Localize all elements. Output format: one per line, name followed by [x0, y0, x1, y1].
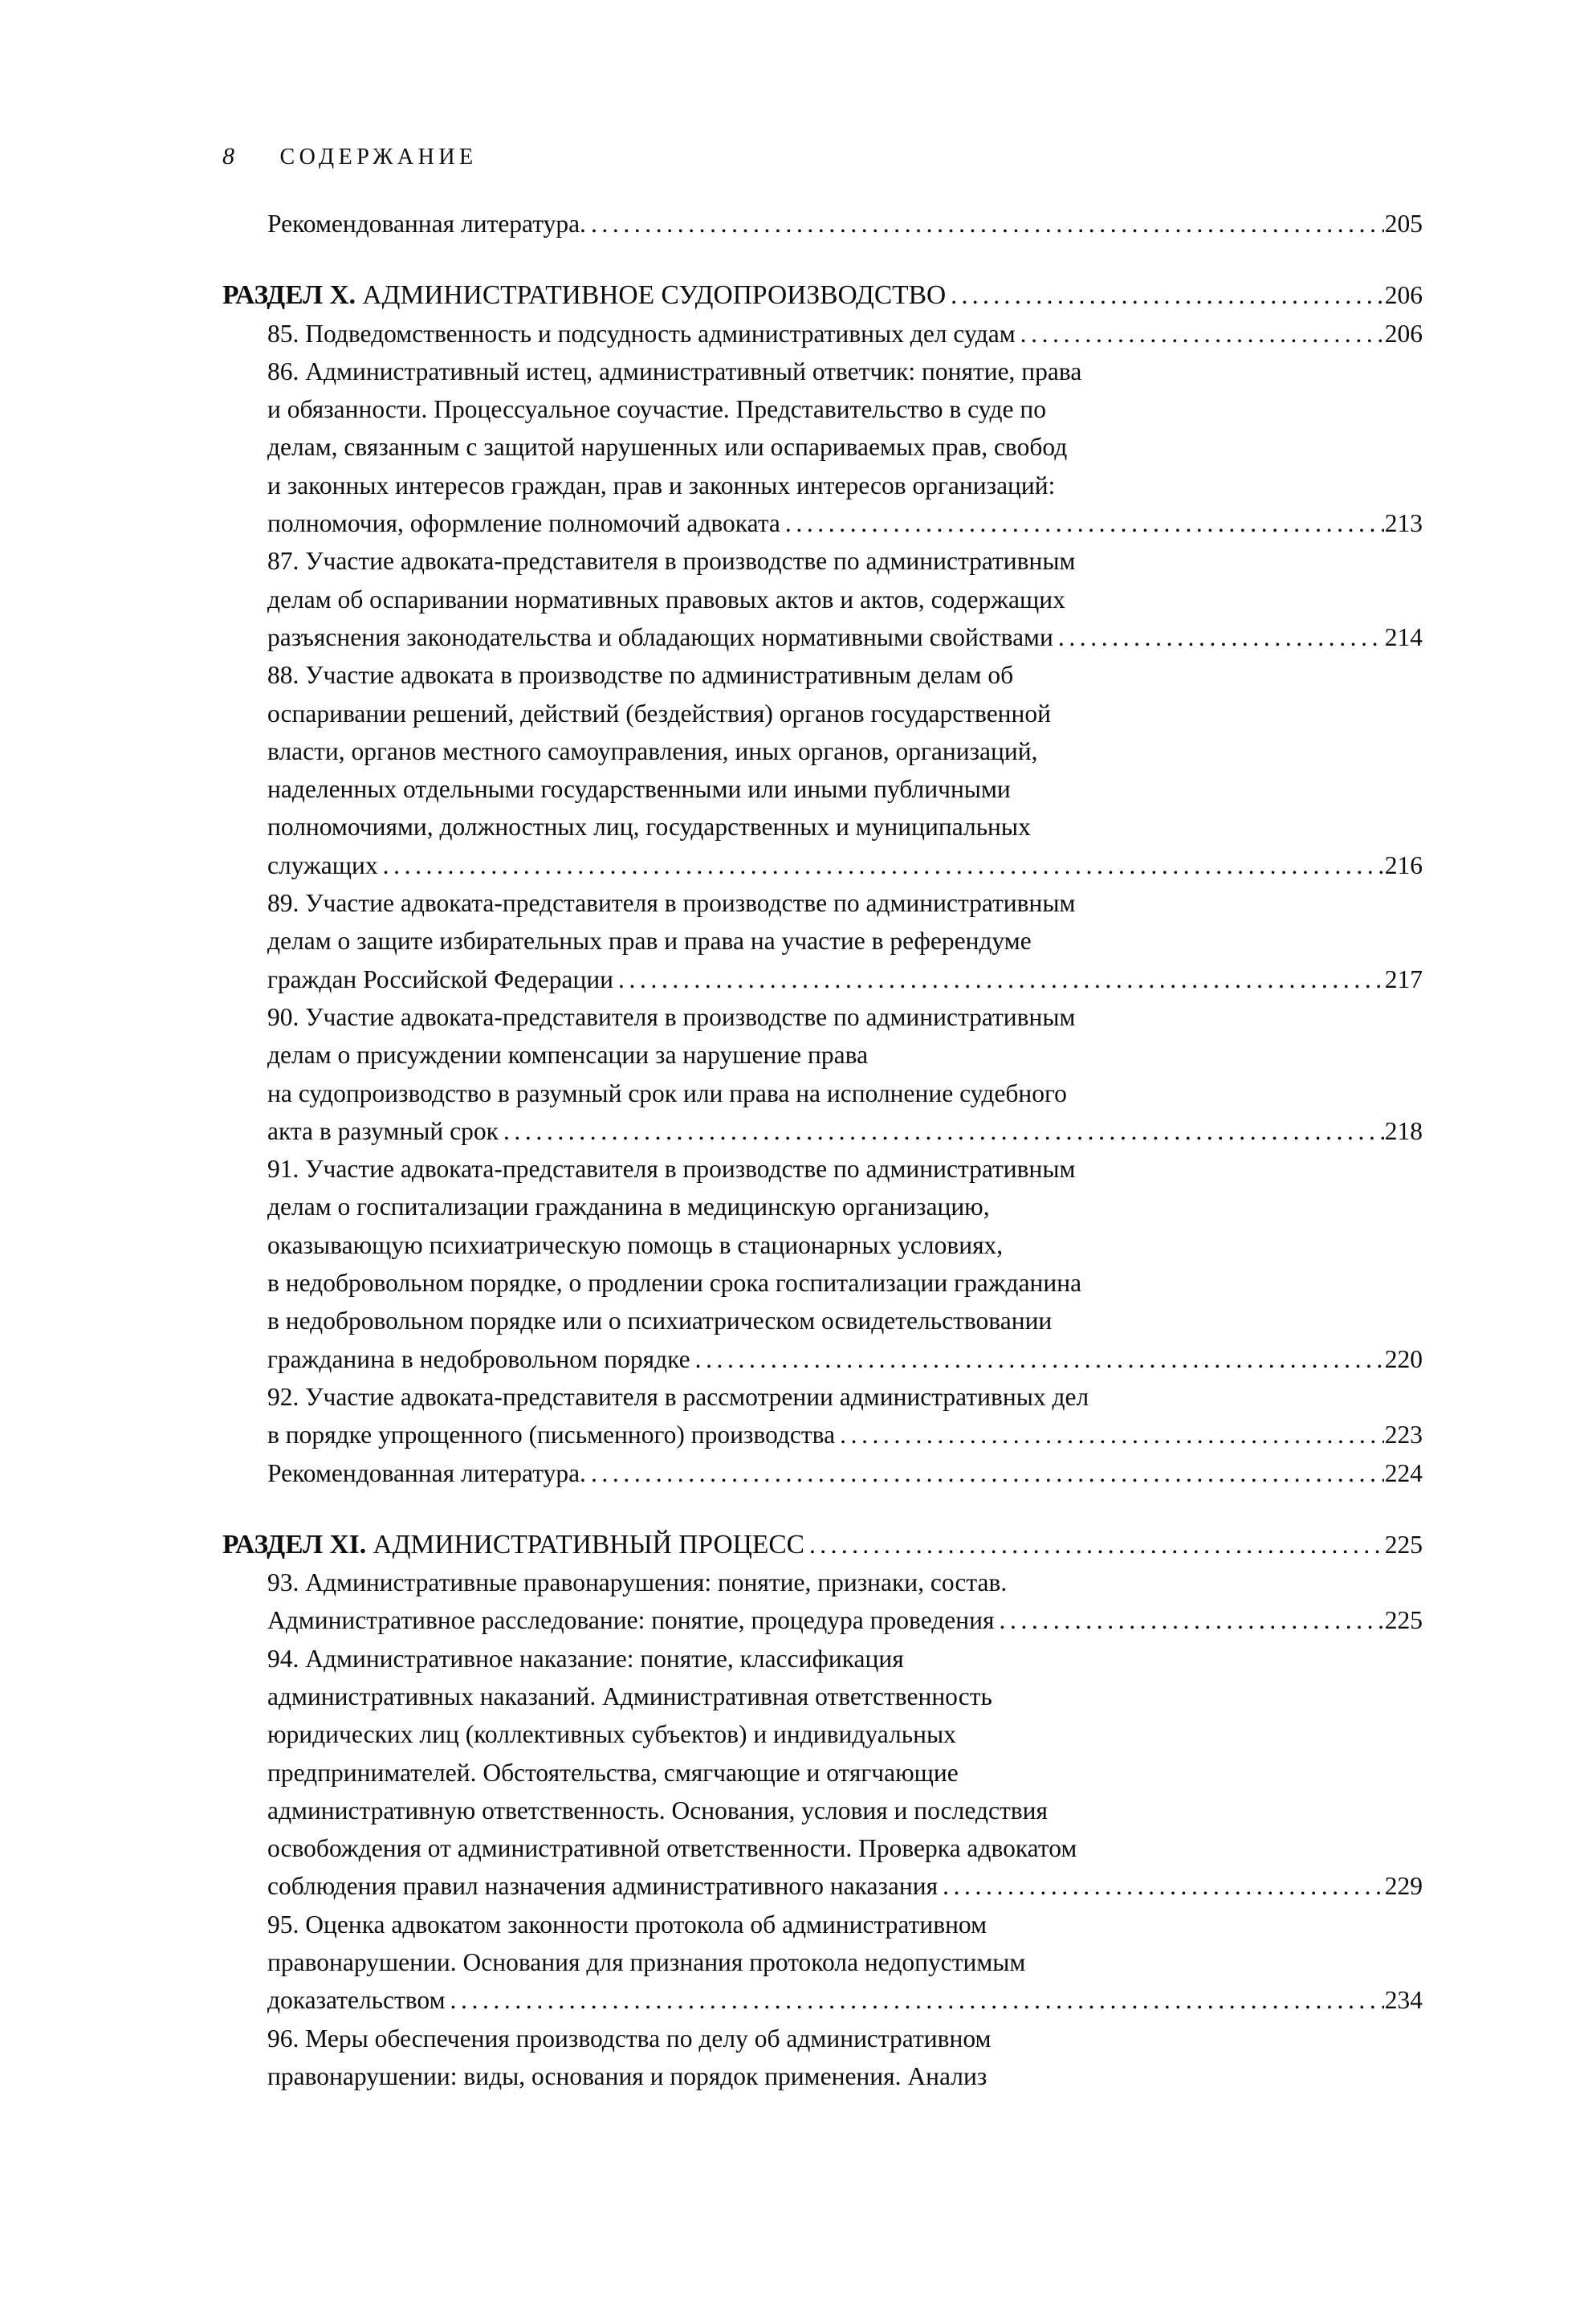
toc-entry-line-text: и обязанности. Процессуальное соучастие. Представительство в суде по	[267, 395, 1046, 424]
page-folio: 8	[222, 143, 235, 169]
toc-entry-title: акта в разумный срок	[267, 1116, 499, 1145]
dot-leader	[618, 960, 1384, 998]
toc-entry-line-text: оказывающую психиатрическую помощь в стационарных условиях,	[267, 1230, 1004, 1259]
toc-entry-line-text: на судопроизводство в разумный срок или права на исполнение судебного	[267, 1078, 1067, 1107]
dot-leader	[1058, 618, 1384, 656]
toc-entry-line-text: освобождения от административной ответственности. Проверка адвокатом	[267, 1834, 1077, 1863]
section-title: АДМИНИСТРАТИВНОЕ СУДОПРОИЗВОДСТВО	[356, 280, 947, 311]
toc-entry-line-text: в недобровольном порядке, о продлении срока госпитализации гражданина	[267, 1269, 1082, 1298]
section-label: РАЗДЕЛ XI.	[222, 1529, 367, 1560]
section-label: РАЗДЕЛ X.	[222, 280, 356, 311]
toc-entry-line-text: юридических лиц (коллективных субъектов) и индивидуальных	[267, 1720, 956, 1749]
toc-entry-line-text: в недобровольном порядке или о психиатрическом освидетельствовании	[267, 1307, 1053, 1335]
toc-page-number: 216	[1384, 850, 1423, 879]
dot-leader	[951, 276, 1384, 314]
toc-entry-line-text: 90. Участие адвоката-представителя в производстве по административным	[267, 1002, 1076, 1031]
toc-entry[interactable]	[267, 1906, 1423, 2020]
toc-entry-title: Рекомендованная литература.	[267, 210, 586, 238]
toc-entry[interactable]	[267, 998, 1423, 1150]
toc-page-number: 223	[1384, 1421, 1423, 1449]
toc-section-heading[interactable]	[222, 1526, 1423, 1564]
running-head-title: СОДЕРЖАНИЕ	[279, 145, 478, 169]
toc-entry-line-text: делам о госпитализации гражданина в медицинскую организацию,	[267, 1193, 990, 1221]
toc-entry-line-text: правонарушении: виды, основания и порядок применения. Анализ	[267, 2061, 987, 2090]
toc-entry-line-text: 91. Участие адвоката-представителя в производстве по административным	[267, 1155, 1076, 1184]
section-title: АДМИНИСТРАТИВНЫЙ ПРОЦЕСС	[366, 1529, 805, 1560]
toc-entry-title: доказательством	[267, 1986, 446, 2015]
toc-entry-line-text: 89. Участие адвоката-представителя в производстве по административным	[267, 889, 1076, 918]
toc-entry-title: разъяснения законодательства и обладающих нормативными свойствами	[267, 622, 1053, 651]
toc-page-number: 217	[1384, 964, 1423, 993]
toc-page-number: 220	[1384, 1344, 1423, 1373]
dot-leader	[383, 846, 1384, 884]
toc-entry-title: соблюдения правил назначения административного наказания	[267, 1872, 939, 1901]
dot-leader	[1000, 1601, 1384, 1639]
toc-page-number: 213	[1384, 509, 1423, 538]
toc-entry-line[interactable]	[267, 504, 1423, 542]
toc-entry[interactable]	[267, 353, 1423, 542]
toc-entry-line-text: делам о присуждении компенсации за нарушение права	[267, 1041, 869, 1070]
toc-page-number: 225	[1384, 1606, 1423, 1635]
running-head	[222, 143, 478, 170]
toc-entry-line-text: 96. Меры обеспечения производства по делу об административном	[267, 2024, 992, 2053]
toc-entry[interactable]	[267, 2020, 1423, 2096]
dot-leader	[591, 1454, 1384, 1492]
dot-leader	[840, 1416, 1384, 1454]
toc-entry[interactable]	[267, 884, 1423, 998]
toc-entry-title: Административное расследование: понятие, процедура проведения	[267, 1606, 995, 1635]
toc-entry-title: 85. Подведомственность и подсудность административных дел судам	[267, 319, 1016, 348]
toc-entry-line-text: и законных интересов граждан, прав и законных интересов организаций:	[267, 471, 1056, 499]
toc-entry-line-text: 86. Административный истец, административный ответчик: понятие, права	[267, 357, 1082, 385]
toc-entry-title: в порядке упрощенного (письменного) производства	[267, 1421, 836, 1449]
toc-entry-line-text: 93. Административные правонарушения: понятие, признаки, состав.	[267, 1568, 1008, 1597]
toc-entry-line-text: административных наказаний. Административная ответственность	[267, 1682, 992, 1710]
toc-entry[interactable]	[267, 1150, 1423, 1378]
toc-entry-line-text: делам о защите избирательных прав и права на участие в референдуме	[267, 927, 1032, 956]
toc-entry-line-text: 92. Участие адвоката-представителя в рассмотрении административных дел	[267, 1382, 1089, 1411]
toc-entry-title: гражданина в недобровольном порядке	[267, 1344, 690, 1373]
toc-entry-line-text: делам, связанным с защитой нарушенных или оспариваемых прав, свобод	[267, 433, 1068, 462]
toc-page-number: 225	[1384, 1530, 1423, 1559]
toc-entry-line[interactable]	[267, 315, 1423, 353]
toc-entry[interactable]	[267, 542, 1423, 656]
toc-entry[interactable]	[267, 1454, 1423, 1492]
section-heading-text	[222, 276, 946, 314]
toc-entry-line-text: оспаривании решений, действий (бездействия) органов государственной	[267, 699, 1052, 728]
toc-page-number: 218	[1384, 1116, 1423, 1145]
toc-entry-line-text: 94. Административное наказание: понятие, классификация	[267, 1644, 904, 1673]
toc-page-number: 224	[1384, 1458, 1423, 1487]
toc-entry-line-text: правонарушении. Основания для признания протокола недопустимым	[267, 1948, 1026, 1977]
dot-leader	[1020, 315, 1384, 353]
toc-entry-line[interactable]	[267, 1112, 1423, 1150]
dot-leader	[503, 1112, 1384, 1150]
toc-page-number: 206	[1384, 319, 1423, 348]
dot-leader	[450, 1981, 1384, 2019]
toc-page-number: 229	[1384, 1872, 1423, 1901]
toc-entry-line-text: наделенных отдельными государственными или иными публичными	[267, 775, 1011, 804]
toc-entry[interactable]	[267, 1564, 1423, 1640]
dot-leader	[695, 1340, 1384, 1378]
toc-entry-line-text: административную ответственность. Основания, условия и последствия	[267, 1796, 1048, 1825]
toc-entry-line-text: делам об оспаривании нормативных правовых актов и актов, содержащих	[267, 585, 1065, 614]
toc-entry-line[interactable]	[267, 205, 1423, 243]
section-heading-text	[222, 1526, 804, 1564]
toc-entry-line[interactable]	[267, 1416, 1423, 1454]
table-of-contents	[222, 205, 1423, 2095]
toc-entry-line[interactable]	[267, 1867, 1423, 1905]
toc-entry[interactable]	[267, 656, 1423, 884]
toc-entry-title: полномочия, оформление полномочий адвоката	[267, 509, 780, 538]
dot-leader	[785, 504, 1384, 542]
toc-entry-line-text: 88. Участие адвоката в производстве по административным делам об	[267, 661, 1014, 690]
toc-page-number: 206	[1384, 281, 1423, 310]
toc-entry[interactable]	[267, 315, 1423, 353]
toc-entry-line-text: полномочиями, должностных лиц, государственных и муниципальных	[267, 813, 1031, 842]
toc-entry-line[interactable]	[267, 1981, 1423, 2019]
toc-entry-line[interactable]	[267, 960, 1423, 998]
dot-leader	[943, 1867, 1384, 1905]
toc-entry[interactable]	[267, 1640, 1423, 1906]
toc-entry[interactable]	[267, 1378, 1423, 1454]
toc-page-number: 234	[1384, 1986, 1423, 2015]
toc-page-number: 214	[1384, 622, 1423, 651]
dot-leader	[591, 205, 1384, 243]
toc-section-2	[222, 1526, 1423, 1564]
toc-entry-line[interactable]	[267, 1601, 1423, 1639]
toc-entry-title: Рекомендованная литература.	[267, 1458, 586, 1487]
toc-section-1	[222, 276, 1423, 314]
toc-entry-line[interactable]	[267, 1454, 1423, 1492]
toc-entry-title: служащих	[267, 850, 378, 879]
toc-section-heading[interactable]	[222, 276, 1423, 314]
toc-entry-line-text: 87. Участие адвоката-представителя в производстве по административным	[267, 547, 1076, 576]
toc-entry-title: граждан Российской Федерации	[267, 964, 614, 993]
toc-entry-line-text: 95. Оценка адвокатом законности протокола об административном	[267, 1910, 987, 1939]
dot-leader	[809, 1526, 1384, 1564]
toc-entry-line[interactable]	[267, 618, 1423, 656]
toc-entry-recommended-literature[interactable]	[267, 205, 1423, 243]
toc-entry-line[interactable]	[267, 846, 1423, 884]
toc-page-number: 205	[1384, 210, 1423, 238]
toc-entry-line-text: власти, органов местного самоуправления, иных органов, организаций,	[267, 736, 1038, 765]
toc-entry-line[interactable]	[267, 1340, 1423, 1378]
toc-entry-line-text: предпринимателей. Обстоятельства, смягчающие и отягчающие	[267, 1758, 959, 1787]
